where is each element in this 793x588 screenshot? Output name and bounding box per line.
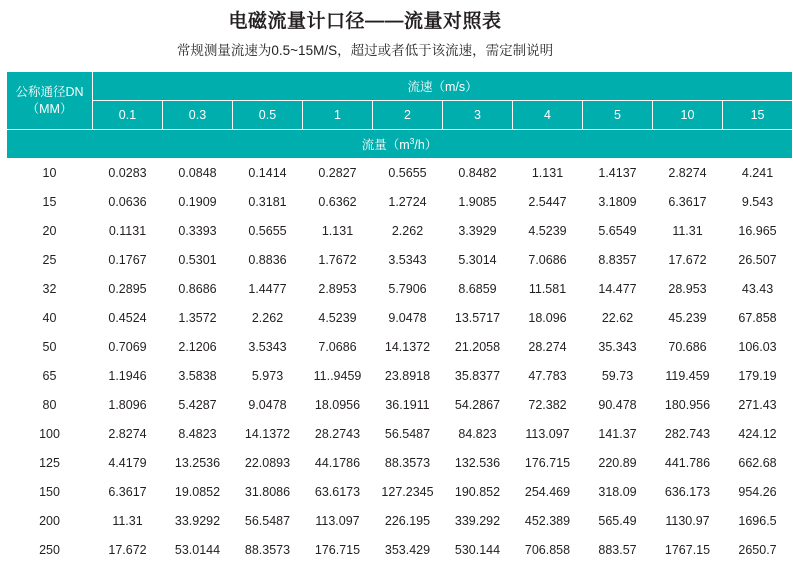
cell-flow: 0.0636 (93, 188, 163, 217)
cell-flow: 5.4287 (163, 391, 233, 420)
table-header-row-2 (7, 101, 793, 130)
cell-flow: 7.0686 (513, 246, 583, 275)
cell-dn: 50 (7, 333, 93, 362)
cell-flow: 35.8377 (443, 362, 513, 391)
cell-flow: 45.239 (653, 304, 723, 333)
cell-dn: 125 (7, 449, 93, 478)
cell-flow: 141.37 (583, 420, 653, 449)
cell-flow: 1.2724 (373, 188, 443, 217)
cell-flow: 88.3573 (233, 536, 303, 565)
cell-flow: 19.0852 (163, 478, 233, 507)
cell-flow: 31.8086 (233, 478, 303, 507)
cell-flow: 7.0686 (303, 333, 373, 362)
cell-flow: 0.5655 (373, 159, 443, 188)
cell-flow: 0.6362 (303, 188, 373, 217)
cell-flow: 56.5487 (233, 507, 303, 536)
header-cell-dn (7, 72, 93, 130)
table-row (7, 536, 793, 565)
cell-flow: 127.2345 (373, 478, 443, 507)
table-row (7, 507, 793, 536)
cell-flow: 3.3929 (443, 217, 513, 246)
cell-flow: 18.0956 (303, 391, 373, 420)
dn-label-line1: 公称通径DN (15, 84, 84, 99)
cell-flow: 14.477 (583, 275, 653, 304)
cell-dn: 100 (7, 420, 93, 449)
cell-flow: 0.1131 (93, 217, 163, 246)
cell-flow: 0.2895 (93, 275, 163, 304)
cell-dn: 20 (7, 217, 93, 246)
cell-flow: 54.2867 (443, 391, 513, 420)
cell-flow: 23.8918 (373, 362, 443, 391)
cell-flow: 8.4823 (163, 420, 233, 449)
header-speed-6: 4 (513, 101, 583, 130)
cell-flow: 954.26 (723, 478, 793, 507)
dn-label-line2: （MM） (26, 101, 73, 116)
cell-flow: 22.62 (583, 304, 653, 333)
table-row (7, 275, 793, 304)
cell-flow: 0.3393 (163, 217, 233, 246)
table-row (7, 304, 793, 333)
cell-flow: 106.03 (723, 333, 793, 362)
cell-flow: 636.173 (653, 478, 723, 507)
cell-flow: 4.241 (723, 159, 793, 188)
table-header (7, 72, 793, 159)
cell-flow: 33.9292 (163, 507, 233, 536)
cell-flow: 1696.5 (723, 507, 793, 536)
cell-flow: 452.389 (513, 507, 583, 536)
cell-dn: 150 (7, 478, 93, 507)
cell-flow: 1130.97 (653, 507, 723, 536)
cell-flow: 0.1767 (93, 246, 163, 275)
cell-flow: 0.0848 (163, 159, 233, 188)
cell-flow: 6.3617 (653, 188, 723, 217)
cell-flow: 0.2827 (303, 159, 373, 188)
cell-flow: 0.1414 (233, 159, 303, 188)
cell-flow: 0.7069 (93, 333, 163, 362)
table-header-row-1 (7, 72, 793, 101)
cell-flow: 4.5239 (303, 304, 373, 333)
cell-flow: 0.1909 (163, 188, 233, 217)
cell-flow: 16.965 (723, 217, 793, 246)
cell-flow: 14.1372 (373, 333, 443, 362)
cell-flow: 3.5838 (163, 362, 233, 391)
cell-flow: 11..9459 (303, 362, 373, 391)
table-row (7, 449, 793, 478)
header-speed-1: 0.3 (163, 101, 233, 130)
cell-flow: 119.459 (653, 362, 723, 391)
cell-flow: 88.3573 (373, 449, 443, 478)
cell-flow: 9.0478 (233, 391, 303, 420)
cell-flow: 2.5447 (513, 188, 583, 217)
cell-flow: 1767.15 (653, 536, 723, 565)
header-speed-2: 0.5 (233, 101, 303, 130)
cell-flow: 179.19 (723, 362, 793, 391)
cell-flow: 3.1809 (583, 188, 653, 217)
cell-flow: 0.5301 (163, 246, 233, 275)
cell-flow: 226.195 (373, 507, 443, 536)
cell-flow: 44.1786 (303, 449, 373, 478)
cell-flow: 2650.7 (723, 536, 793, 565)
cell-flow: 424.12 (723, 420, 793, 449)
page-subtitle: 常规测量流速为0.5~15M/S，超过或者低于该流速，需定制说明 (176, 43, 554, 58)
cell-flow: 271.43 (723, 391, 793, 420)
cell-flow: 1.131 (303, 217, 373, 246)
cell-flow: 9.543 (723, 188, 793, 217)
cell-flow: 2.8274 (93, 420, 163, 449)
table-row (7, 420, 793, 449)
cell-flow: 254.469 (513, 478, 583, 507)
cell-flow: 113.097 (513, 420, 583, 449)
cell-flow: 47.783 (513, 362, 583, 391)
cell-flow: 26.507 (723, 246, 793, 275)
cell-dn: 15 (7, 188, 93, 217)
cell-flow: 706.858 (513, 536, 583, 565)
cell-flow: 1.8096 (93, 391, 163, 420)
cell-flow: 190.852 (443, 478, 513, 507)
header-cell-flow (7, 130, 793, 159)
header-speed-3: 1 (303, 101, 373, 130)
cell-dn: 200 (7, 507, 93, 536)
cell-flow: 36.1911 (373, 391, 443, 420)
cell-flow: 1.7672 (303, 246, 373, 275)
cell-flow: 113.097 (303, 507, 373, 536)
cell-flow: 282.743 (653, 420, 723, 449)
cell-flow: 5.6549 (583, 217, 653, 246)
table-row (7, 478, 793, 507)
cell-flow: 662.68 (723, 449, 793, 478)
table-body (7, 159, 793, 565)
cell-flow: 22.0893 (233, 449, 303, 478)
cell-flow: 339.292 (443, 507, 513, 536)
cell-flow: 84.823 (443, 420, 513, 449)
table-row (7, 188, 793, 217)
cell-flow: 14.1372 (233, 420, 303, 449)
cell-flow: 220.89 (583, 449, 653, 478)
cell-flow: 0.5655 (233, 217, 303, 246)
cell-flow: 35.343 (583, 333, 653, 362)
flow-label-post: /h） (414, 138, 438, 152)
cell-flow: 4.5239 (513, 217, 583, 246)
cell-flow: 318.09 (583, 478, 653, 507)
cell-flow: 2.8274 (653, 159, 723, 188)
cell-flow: 18.096 (513, 304, 583, 333)
cell-dn: 250 (7, 536, 93, 565)
table-row (7, 333, 793, 362)
cell-flow: 0.0283 (93, 159, 163, 188)
cell-flow: 11.31 (93, 507, 163, 536)
cell-flow: 17.672 (653, 246, 723, 275)
cell-dn: 32 (7, 275, 93, 304)
flow-comparison-table (6, 71, 793, 565)
cell-flow: 63.6173 (303, 478, 373, 507)
header-speed-9: 15 (723, 101, 793, 130)
cell-dn: 25 (7, 246, 93, 275)
cell-flow: 8.8357 (583, 246, 653, 275)
cell-flow: 1.4477 (233, 275, 303, 304)
cell-flow: 1.3572 (163, 304, 233, 333)
cell-dn: 40 (7, 304, 93, 333)
cell-flow: 11.31 (653, 217, 723, 246)
page-title: 电磁流量计口径——流量对照表 (228, 11, 502, 32)
cell-flow: 28.274 (513, 333, 583, 362)
cell-dn: 80 (7, 391, 93, 420)
flow-label-sup: 3 (409, 135, 415, 146)
cell-flow: 9.0478 (373, 304, 443, 333)
cell-flow: 180.956 (653, 391, 723, 420)
cell-flow: 176.715 (513, 449, 583, 478)
cell-flow: 132.536 (443, 449, 513, 478)
table-header-row-3 (7, 130, 793, 159)
cell-flow: 2.1206 (163, 333, 233, 362)
header-speed-5: 3 (443, 101, 513, 130)
header-speed-7: 5 (583, 101, 653, 130)
header-speed-4: 2 (373, 101, 443, 130)
cell-flow: 8.6859 (443, 275, 513, 304)
cell-flow: 0.8482 (443, 159, 513, 188)
cell-flow: 2.262 (233, 304, 303, 333)
cell-flow: 11.581 (513, 275, 583, 304)
cell-flow: 17.672 (93, 536, 163, 565)
cell-flow: 67.858 (723, 304, 793, 333)
flow-label-pre: 流量（m (361, 138, 410, 152)
table-row (7, 362, 793, 391)
cell-flow: 28.2743 (303, 420, 373, 449)
cell-flow: 21.2058 (443, 333, 513, 362)
cell-flow: 0.8686 (163, 275, 233, 304)
cell-dn: 65 (7, 362, 93, 391)
cell-flow: 5.7906 (373, 275, 443, 304)
cell-flow: 5.973 (233, 362, 303, 391)
cell-flow: 1.1946 (93, 362, 163, 391)
cell-flow: 0.3181 (233, 188, 303, 217)
cell-flow: 53.0144 (163, 536, 233, 565)
cell-dn: 10 (7, 159, 93, 188)
cell-flow: 883.57 (583, 536, 653, 565)
cell-flow: 441.786 (653, 449, 723, 478)
cell-flow: 5.3014 (443, 246, 513, 275)
cell-flow: 3.5343 (233, 333, 303, 362)
table-row (7, 217, 793, 246)
header-speed-8: 10 (653, 101, 723, 130)
cell-flow: 4.4179 (93, 449, 163, 478)
cell-flow: 1.4137 (583, 159, 653, 188)
cell-flow: 70.686 (653, 333, 723, 362)
cell-flow: 2.8953 (303, 275, 373, 304)
cell-flow: 28.953 (653, 275, 723, 304)
cell-flow: 72.382 (513, 391, 583, 420)
header-cell-speed: 流速（m/s） (93, 72, 793, 101)
cell-flow: 176.715 (303, 536, 373, 565)
cell-flow: 530.144 (443, 536, 513, 565)
cell-flow: 0.4524 (93, 304, 163, 333)
cell-flow: 2.262 (373, 217, 443, 246)
cell-flow: 13.2536 (163, 449, 233, 478)
cell-flow: 13.5717 (443, 304, 513, 333)
cell-flow: 565.49 (583, 507, 653, 536)
cell-flow: 1.9085 (443, 188, 513, 217)
table-row (7, 391, 793, 420)
cell-flow: 353.429 (373, 536, 443, 565)
table-row (7, 159, 793, 188)
table-row (7, 246, 793, 275)
cell-flow: 6.3617 (93, 478, 163, 507)
cell-flow: 56.5487 (373, 420, 443, 449)
cell-flow: 3.5343 (373, 246, 443, 275)
cell-flow: 1.131 (513, 159, 583, 188)
header-speed-0: 0.1 (93, 101, 163, 130)
cell-flow: 43.43 (723, 275, 793, 304)
cell-flow: 90.478 (583, 391, 653, 420)
cell-flow: 59.73 (583, 362, 653, 391)
cell-flow: 0.8836 (233, 246, 303, 275)
